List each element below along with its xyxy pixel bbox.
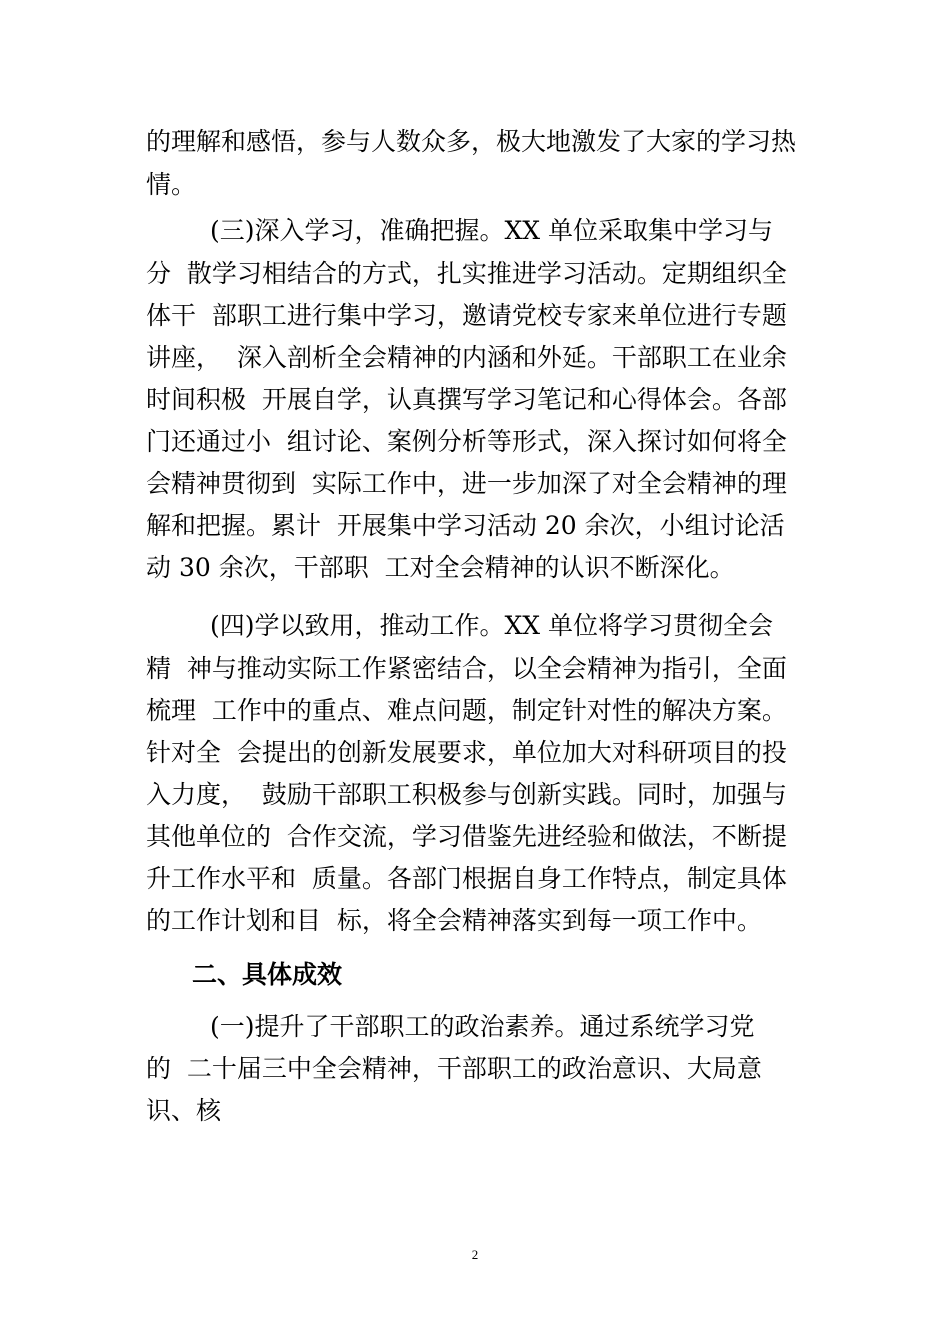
paragraph-first-line: (一)提升了干部职工的政治素养。通过系统学习党 (210, 1012, 755, 1041)
text-line: 入力度， 鼓励干部职工积极参与创新实践。同时，加强与 (146, 780, 787, 809)
text-line: 精 神与推动实际工作紧密结合，以全会精神为指引，全面 (146, 654, 787, 683)
text-line: 梳理 工作中的重点、难点问题，制定针对性的解决方案。 (146, 696, 787, 725)
text-line: 门还通过小 组讨论、案例分析等形式，深入探讨如何将全 (146, 427, 787, 456)
text-line: 会精神贯彻到 实际工作中，进一步加深了对全会精神的理 (146, 469, 787, 498)
text-line: 的工作计划和目 标，将全会精神落实到每一项工作中。 (146, 906, 762, 935)
text-line: 解和把握。累计 开展集中学习活动 20 余次，小组讨论活 (146, 511, 785, 540)
section-heading: 二、具体成效 (192, 960, 343, 989)
text-line: 动 30 余次，干部职 工对全会精神的认识不断深化。 (146, 553, 735, 582)
text-line: 情。 (146, 170, 197, 199)
paragraph-first-line: (四)学以致用，推动工作。XX 单位将学习贯彻全会 (210, 611, 774, 640)
text-line: 针对全 会提出的创新发展要求，单位加大对科研项目的投 (146, 738, 787, 767)
text-line: 识、核 (146, 1096, 222, 1125)
text-line: 升工作水平和 质量。各部门根据自身工作特点，制定具体 (146, 864, 787, 893)
text-line: 其他单位的 合作交流，学习借鉴先进经验和做法，不断提 (146, 822, 787, 851)
text-line: 分 散学习相结合的方式，扎实推进学习活动。定期组织全 (146, 259, 787, 288)
paragraph-first-line: (三)深入学习，准确把握。XX 单位采取集中学习与 (210, 216, 774, 245)
text-line: 讲座， 深入剖析全会精神的内涵和外延。干部职工在业余 (146, 343, 787, 372)
text-line: 的 二十届三中全会精神，干部职工的政治意识、大局意 (146, 1054, 762, 1083)
page-number: 2 (471, 1247, 479, 1262)
text-line: 时间积极 开展自学，认真撰写学习笔记和心得体会。各部 (146, 385, 787, 414)
text-line: 体干 部职工进行集中学习，邀请党校专家来单位进行专题 (146, 301, 787, 330)
text-line: 的理解和感悟，参与人数众多，极大地激发了大家的学习热 (146, 127, 797, 156)
